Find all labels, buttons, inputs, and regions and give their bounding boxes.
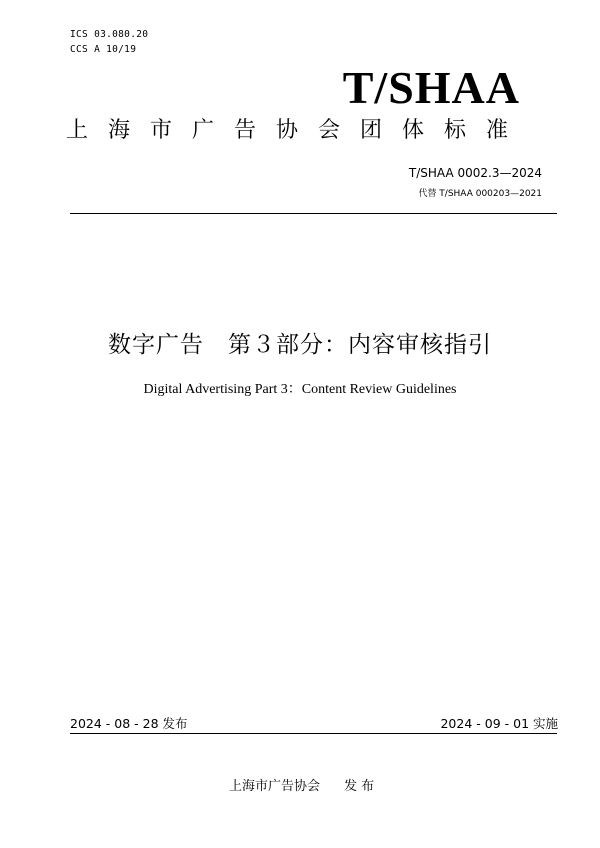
standard-logo: T/SHAA <box>342 62 520 113</box>
implement-date: 2024 - 09 - 01 实施 <box>440 716 558 731</box>
ics-code: ICS 03.080.20 <box>70 29 149 40</box>
association-standard-heading: 上海市广告协会团体标准 <box>66 118 529 143</box>
title-chinese: 数字广告 第３部分：内容审核指引 <box>108 332 492 358</box>
publisher-line <box>229 775 374 794</box>
standard-number: T/SHAA 0002.3—2024 <box>408 166 542 180</box>
footer-divider <box>70 733 557 734</box>
publish-date: 2024 - 08 - 28 发布 <box>70 716 188 731</box>
replaces-standard: 代替 T/SHAA 000203—2021 <box>418 189 542 199</box>
publish-action: 发 布 <box>344 779 375 794</box>
publisher-name: 上海市广告协会 <box>229 779 321 794</box>
header-divider <box>70 213 557 214</box>
ccs-code: CCS A 10/19 <box>70 44 137 55</box>
title-english: Digital Advertising Part 3：Content Review Guidelines <box>143 382 457 397</box>
